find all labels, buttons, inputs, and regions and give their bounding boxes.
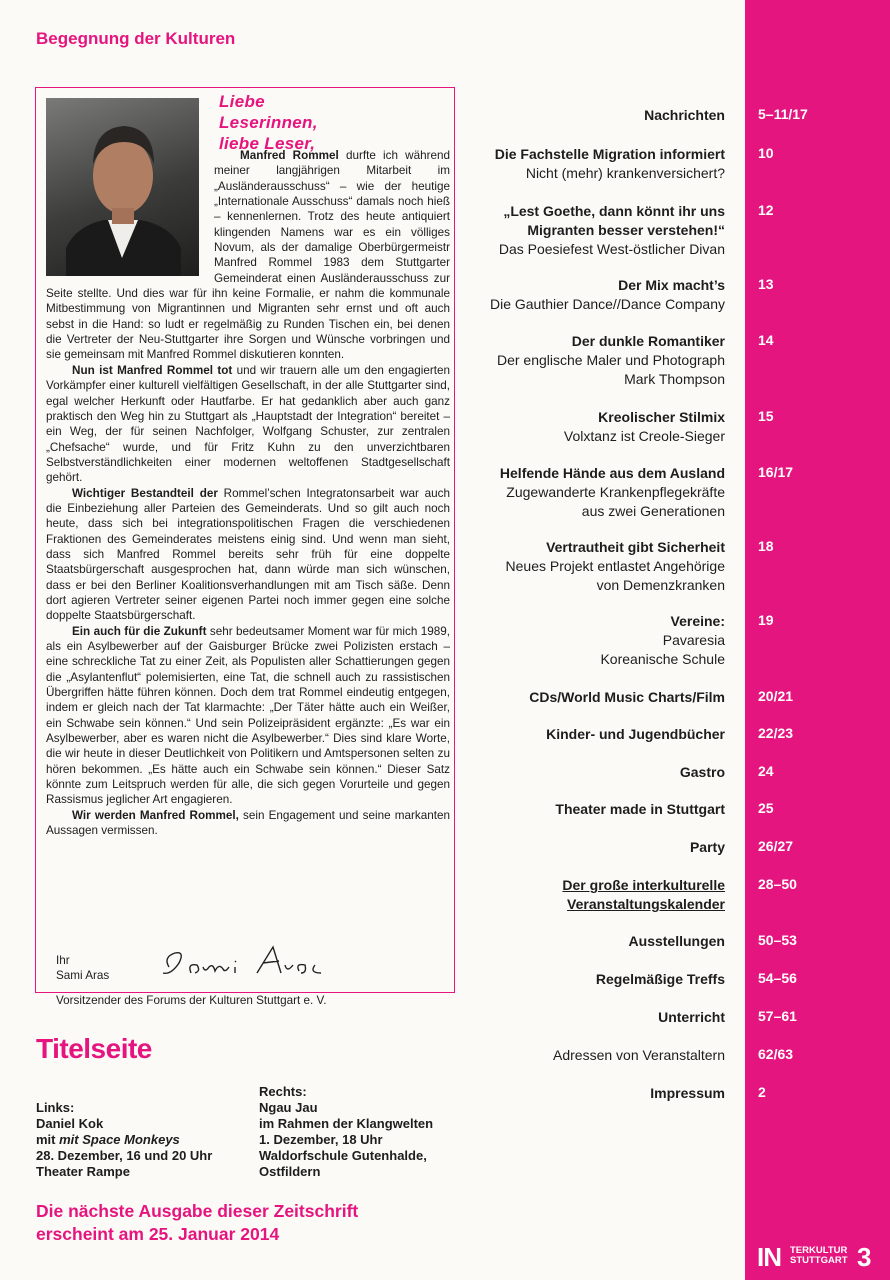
letter-signoff: Ihr Sami Aras: [56, 954, 110, 982]
toc-entry: [690, 838, 725, 857]
letter-body: [46, 148, 450, 838]
salutation-line: Liebe: [219, 92, 265, 111]
toc-entry: [529, 688, 725, 707]
toc-entry: [644, 106, 725, 125]
section-label: Begegnung der Kulturen: [36, 29, 236, 48]
page-number-sidebar: [745, 0, 890, 1280]
toc-title: Vertrautheit gibt Sicherheit: [546, 539, 725, 555]
toc-entry: [546, 725, 725, 744]
toc-subtitle: Pavaresia: [662, 632, 725, 648]
toc-entry: [499, 202, 725, 259]
toc-entry: [490, 276, 725, 314]
cover-credits-heading: Titelseite: [36, 1033, 152, 1064]
toc-subtitle: Neues Projekt entlastet Angehörige: [505, 558, 725, 574]
toc-entry: [500, 464, 725, 521]
toc-page-number: 12: [758, 202, 774, 218]
toc-page-number: 18: [758, 538, 774, 554]
toc-title: Die Fachstelle Migration informiert: [494, 146, 725, 162]
toc-title: Adressen von Veranstaltern: [553, 1047, 725, 1063]
toc-page-number: 62/63: [758, 1046, 794, 1062]
salutation-line: liebe Leser,: [219, 134, 316, 153]
toc-title: Nachrichten: [644, 107, 725, 123]
cover-credit-left: Links: Daniel Kok mit mit Space Monkeys 28. Dezember, 16 und 20 Uhr Theater Rampe: [36, 1100, 213, 1179]
toc-page-number: 25: [758, 800, 774, 816]
toc-page-number: 16/17: [758, 464, 794, 480]
cover-credit-right: Rechts: Ngau Jau im Rahmen der Klangwelten 1. Dezember, 18 Uhr Waldorfschule Gutenhalde, Ostfildern: [259, 1084, 434, 1179]
next-issue-notice: Die nächste Ausgabe dieser Zeitschrift erscheint am 25. Januar 2014: [36, 1201, 359, 1244]
toc-entry: [680, 763, 725, 782]
toc-title: Helfende Hände aus dem Ausland: [499, 465, 725, 481]
toc-page-number: 19: [758, 612, 774, 628]
toc-page-number: 22/23: [758, 725, 794, 741]
toc-subtitle: Die Gauthier Dance//Dance Company: [489, 296, 725, 312]
toc-page-number: 20/21: [758, 688, 794, 704]
toc-title: Unterricht: [658, 1009, 725, 1025]
toc-subtitle: Volxtanz ist Creole-Sieger: [563, 428, 725, 444]
toc-title: Kreolischer Stilmix: [598, 409, 725, 425]
page-number: 3: [857, 1242, 872, 1272]
letter-paragraph: Ein auch für die Zukunft sehr bedeutsamer Moment war für mich 1989, als ein Asylbewerber auf der Gaisburger Brücke zwei Polizisten erstach – eine schreckliche Tat zu einer Zeit, als Populisten aller Schattierungen gegen die „Asylantenflut“ polemisierten, eine Tat, die schnell auch zu rassistischen Übergriffen hätte führen können. Doch dem trat Rommel eindeutig entgegen, indem er gleich nach der Tat klarmachte: „Der Täter hätte auch ein Weißer, ein Schwabe sein können.“ Und sein Polizeipräsident ergänzte: „Es war ein Asylbewerber, aber es waren nicht die Asylbewerber.“ Dies sind klare Worte, die wir heute in dieser Deutlichkeit von Politikern und Amtspersonen selten zu hören bekommen. „Es hätte auch ein Schwabe sein können.“ Dieser Satz könnte zum Leitspruch werden für alle, die sich gegen Vorurteile und gegen Rassismus jeglicher Art engagieren.: [46, 624, 450, 807]
toc-page-number: 28–50: [758, 876, 797, 892]
toc-title: Migranten besser verstehen!“: [527, 222, 725, 238]
toc-title: Der große interkulturelle: [562, 877, 725, 893]
toc-subtitle: Mark Thompson: [624, 371, 725, 387]
toc-title: Der Mix macht’s: [618, 277, 725, 293]
toc-title: CDs/World Music Charts/Film: [529, 689, 725, 705]
toc-subtitle: Der englische Maler und Photograph: [496, 352, 725, 368]
toc-title: Theater made in Stuttgart: [555, 801, 725, 817]
toc-title: Ausstellungen: [628, 933, 725, 949]
toc-title: Der dunkle Romantiker: [571, 333, 725, 349]
toc-entry: [495, 145, 725, 183]
letter-salutation: [219, 91, 449, 154]
toc-page-number: 13: [758, 276, 774, 292]
toc-entry: [562, 876, 725, 914]
toc-page-number: 26/27: [758, 838, 794, 854]
toc-subtitle: von Demenzkranken: [596, 577, 725, 593]
letter-paragraph: Manfred Rommel durfte ich während meiner langjährigen Mitarbeit im „Ausländerausschuss“ – wie der heutige „Internationale Ausschuss“ damals noch hieß – kennenlernen. Trotz des heute antiquiert klingenden Namens war es ein völliges Novum, als der damalige Oberbürgermeistr Manfred Rommel 1983 dem Stuttgarter Gemeinderat einen Ausländerausschuss zur Seite stellte. Und dies war für ihn keine Formalie, er nahm die kommunale Mitbestimmung von Migrantinnen und Migranten sehr ernst und oft auch sebst in die Hand: so ludt er regelmäßig zu Runden Tischen ein, bei denen die Vertreter der Neu-Stuttgarter ihre Sorgen und Wünsche vorbringen und sie gemeinsam mit Manfred Rommel diskutieren konnten.: [46, 149, 450, 362]
toc-page-number: 15: [758, 408, 774, 424]
toc-title: Vereine:: [670, 613, 725, 629]
toc-subtitle: Zugewanderte Krankenpflegekräfte: [506, 484, 725, 500]
toc-entry: [506, 538, 725, 595]
toc-subtitle: Nicht (mehr) krankenversichert?: [525, 165, 725, 181]
toc-title: Regelmäßige Treffs: [595, 971, 725, 987]
toc-entry: [596, 970, 725, 989]
toc-entry: [658, 1008, 725, 1027]
toc-entry: [497, 332, 725, 389]
toc-page-number: 50–53: [758, 932, 797, 948]
toc-subtitle: Koreanische Schule: [600, 651, 725, 667]
toc-page-number: 2: [758, 1084, 766, 1100]
letter-paragraph: Nun ist Manfred Rommel tot und wir trauern alle um den engagierten Vorkämpfer einer kulturell vielfältigen Gesellschaft, in der alle Stuttgarter sind, egal welcher Herkunft oder Hautfarbe. Er hat gedanklich aber auch ganz praktisch den Weg hin zu Stuttgart als „Hauptstadt der Integration“ bereitet – ein Weg, der für seinen Nachfolger, Wolfgang Schuster, zur zentralen „Chefsache“ wurde, und für Fritz Kuhn zu den unverzichtbaren Selbstverständlichkeiten einer modernen weltoffenen Stadtgesellschaft gehört.: [46, 363, 450, 485]
toc-title: Impressum: [650, 1085, 725, 1101]
toc-entry: [650, 1084, 725, 1103]
handwritten-signature: [161, 943, 361, 988]
toc-title: Veranstaltungskalender: [567, 896, 725, 912]
toc-page-number: 54–56: [758, 970, 797, 986]
toc-entry: [564, 408, 725, 446]
toc-entry: [555, 800, 725, 819]
toc-title: Kinder- und Jugendbücher: [546, 726, 725, 742]
toc-page-number: 24: [758, 763, 774, 779]
editorial-letter: [35, 87, 455, 1007]
toc-entry: [600, 612, 725, 669]
toc-subtitle: Das Poesiefest West-östlicher Divan: [498, 241, 725, 257]
toc-page-number: 57–61: [758, 1008, 797, 1024]
letter-paragraph: Wir werden Manfred Rommel, sein Engagement und seine markanten Aussagen vermissen.: [46, 808, 450, 838]
salutation-line: Leserinnen,: [219, 113, 318, 132]
toc-title: Gastro: [679, 764, 725, 780]
toc-subtitle: aus zwei Generationen: [581, 503, 725, 519]
toc-page-number: 14: [758, 332, 774, 348]
toc-entry: [629, 932, 725, 951]
toc-page-number: 5–11/17: [758, 106, 808, 122]
toc-title: Party: [689, 839, 725, 855]
toc-title: „Lest Goethe, dann könnt ihr uns: [503, 203, 725, 219]
letter-paragraph: Wichtiger Bestandteil der Rommel’schen Integratonsarbeit war auch die Einbeziehung aller Parteien des Gemeinderats. Und so gilt auch noch heute, dass sich bei integrationspolitischen Fragen die verschiedenen Fraktionen des Gemeinderates meistens einig sind. Und wenn man sieht, dass sich Manfred Rommel bereits sehr früh für eine doppelte Staatsbürgerschaft ausgesprochen hat, dann würde man sich wünschen, dass er bei den Berliner Koalitionsverhandlungen mit am Tisch säße. Denn dort agieren Vertreter seiner eigenen Partei noch immer gegen eine solche doppelte Staatsbürgerschaft.: [46, 486, 450, 623]
signatory-title: Vorsitzender des Forums der Kulturen Stuttgart e. V.: [56, 994, 327, 1007]
toc-page-number: 10: [758, 145, 774, 161]
credit-prefix: mit: [36, 1132, 60, 1147]
toc-entry: [553, 1046, 725, 1065]
